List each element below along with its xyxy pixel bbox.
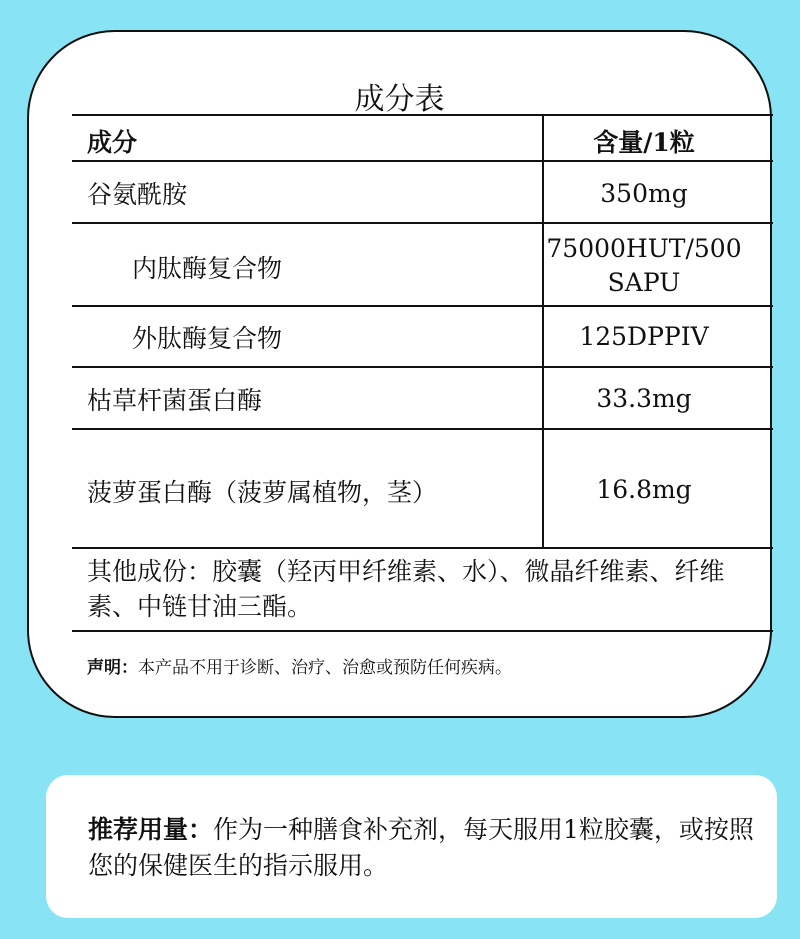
statement-label: 声明： bbox=[87, 658, 138, 678]
other-ingredients: 其他成份：胶囊（羟丙甲纤维素、水）、微晶纤维素、纤维素、中链甘油三酯。 bbox=[87, 557, 725, 621]
dosage-text bbox=[88, 812, 758, 884]
header-ingredient: 成分 bbox=[87, 128, 138, 157]
table-rule bbox=[72, 630, 773, 632]
table-rule bbox=[72, 428, 773, 430]
statement-text: 本产品不用于诊断、治疗、治愈或预防任何疾病。 bbox=[138, 658, 512, 678]
table-rule bbox=[72, 305, 773, 307]
dosage-box bbox=[46, 775, 777, 918]
table-top-rule bbox=[72, 114, 773, 116]
table-rule bbox=[72, 222, 773, 224]
header-amount: 含量/1粒 bbox=[593, 128, 695, 157]
dosage-label: 推荐用量： bbox=[88, 815, 214, 844]
table-rule bbox=[72, 366, 773, 368]
row-name: 谷氨酰胺 bbox=[87, 180, 188, 209]
row-name: 外肽酶复合物 bbox=[132, 324, 283, 353]
row-name: 菠萝蛋白酶（菠萝属植物，茎） bbox=[87, 478, 438, 507]
panel-title: 成分表 bbox=[354, 82, 445, 117]
row-amount: 350mg bbox=[600, 179, 688, 208]
table-rule bbox=[72, 160, 773, 162]
table-rule bbox=[72, 547, 773, 549]
column-divider bbox=[542, 114, 544, 548]
row-name: 内肽酶复合物 bbox=[132, 254, 283, 283]
dosage-body: 作为一种膳食补充剂，每天服用1粒胶囊，或按照您的保健医生的指示服用。 bbox=[88, 815, 754, 880]
row-amount: 33.3mg bbox=[596, 384, 692, 413]
row-amount-line1: 75000HUT/500 bbox=[546, 234, 742, 263]
statement bbox=[87, 653, 512, 678]
ingredients-panel bbox=[27, 30, 772, 718]
row-name: 枯草杆菌蛋白酶 bbox=[87, 386, 263, 415]
row-amount: 125DPPIV bbox=[579, 322, 709, 351]
row-amount: 16.8mg bbox=[596, 475, 692, 504]
row-amount-line2: SAPU bbox=[607, 268, 681, 297]
